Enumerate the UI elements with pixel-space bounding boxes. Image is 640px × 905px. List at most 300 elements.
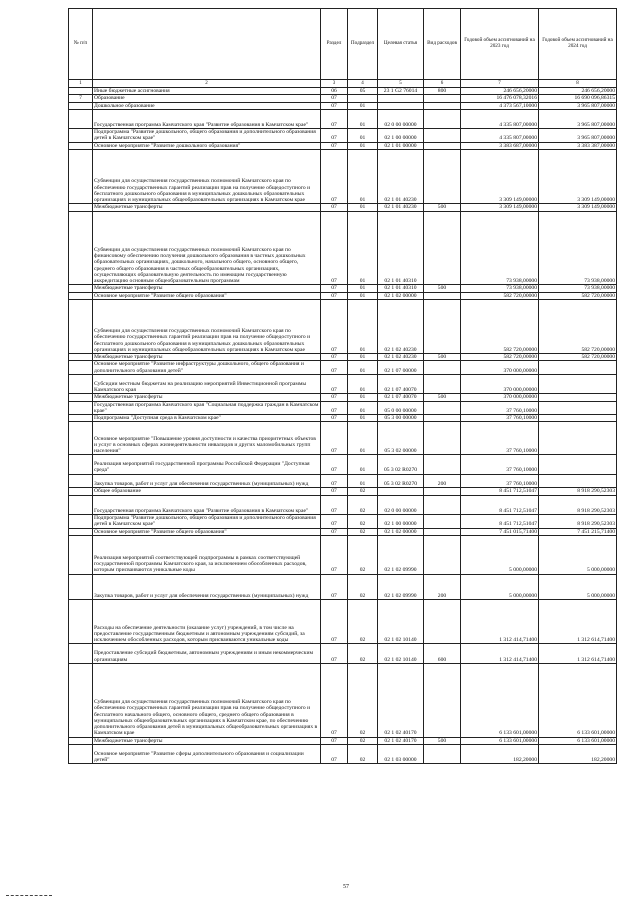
section-code-cell: 07	[321, 204, 348, 211]
row-number-cell	[69, 374, 93, 393]
row-number-cell	[69, 285, 93, 292]
header-target-article: Целевая статья	[378, 9, 424, 80]
expense-type-cell	[424, 514, 461, 528]
row-name-cell: Расходы на обеспечение деятельности (оказание услуг) учреждений, в том числе на предоставление государственным бюджетным и автономным учреждениям субсидий, за исключением обособленных расходов, которым присваиваются уникальные коды	[93, 599, 321, 644]
expense-type-cell	[424, 535, 461, 574]
row-name-cell: Закупка товаров, работ и услуг для обеспечения государственных (муниципальных) нужд	[93, 474, 321, 488]
amount-2023-cell: 4 335 807,00000	[461, 129, 539, 143]
expense-type-cell: 500	[424, 285, 461, 292]
expense-type-cell	[424, 109, 461, 128]
subsection-code-cell: 01	[348, 474, 378, 488]
row-number-cell	[69, 455, 93, 474]
amount-2024-cell	[539, 415, 617, 422]
subsection-code-cell: 01	[348, 401, 378, 415]
amount-2023-cell: 37 760,10000	[461, 422, 539, 455]
amount-2024-cell: 6 133 601,00000	[539, 663, 617, 737]
amount-2023-cell: 370 000,00000	[461, 361, 539, 375]
target-article-cell	[378, 95, 424, 102]
table-row	[69, 574, 617, 599]
column-number: 1	[69, 80, 93, 88]
section-code-cell: 07	[321, 599, 348, 644]
amount-2024-cell: 6 133 601,00000	[539, 737, 617, 744]
subsection-code-cell: 02	[348, 488, 378, 495]
table-row	[69, 514, 617, 528]
row-name-cell: Подпрограмма "Развитие дошкольного, общего образования и дополнительного образования детей в Камчатском крае"	[93, 514, 321, 528]
subsection-code-cell: 02	[348, 744, 378, 763]
row-number-cell	[69, 488, 93, 495]
row-name-cell: Основное мероприятие "Повышение уровня доступности и качества приоритетных объектов и услуг в основных сферах жизнедеятельности инвалидов и других маломобильных групп населения"	[93, 422, 321, 455]
row-name-cell: Субвенции для осуществления государственных полномочий Камчатского края по обеспечению государственных гарантий реализации прав на получение общедоступного и бесплатного дошкольного образования в муниципальных дошкольных образовательных организациях и муниципальных общеобразовательных организациях в Камчатском крае	[93, 299, 321, 353]
row-number-cell	[69, 474, 93, 488]
amount-2023-cell: 73 938,00000	[461, 285, 539, 292]
amount-2024-cell: 73 938,00000	[539, 285, 617, 292]
expense-type-cell	[424, 401, 461, 415]
expense-type-cell	[424, 129, 461, 143]
amount-2024-cell	[539, 474, 617, 488]
table-row	[69, 149, 617, 203]
amount-2024-cell: 5 000,00000	[539, 535, 617, 574]
amount-2023-cell: 8 451 712,51047	[461, 514, 539, 528]
target-article-cell: 02 1 02 40170	[378, 663, 424, 737]
row-number-cell	[69, 574, 93, 599]
row-number-cell	[69, 204, 93, 211]
amount-2023-cell: 8 451 712,51047	[461, 488, 539, 495]
row-number-cell	[69, 415, 93, 422]
expense-type-cell	[424, 149, 461, 203]
section-code-cell: 07	[321, 528, 348, 535]
expense-type-cell	[424, 528, 461, 535]
amount-2023-cell: 370 000,00000	[461, 394, 539, 401]
target-article-cell: 02 1 00 00000	[378, 129, 424, 143]
section-code-cell: 06	[321, 88, 348, 95]
expense-type-cell	[424, 361, 461, 375]
subsection-code-cell: 02	[348, 599, 378, 644]
amount-2024-cell	[539, 374, 617, 393]
subsection-code-cell: 02	[348, 737, 378, 744]
row-name-cell: Образование	[93, 95, 321, 102]
row-name-cell: Основное мероприятие "Развитие сферы дополнительного образования и социализации детей"	[93, 744, 321, 763]
amount-2024-cell: 582 720,00000	[539, 292, 617, 299]
target-article-cell: 02 1 07 40070	[378, 374, 424, 393]
footer-rule	[6, 895, 52, 896]
target-article-cell: 02 1 02 00000	[378, 292, 424, 299]
target-article-cell: 05 3 02 R0270	[378, 474, 424, 488]
row-number-cell	[69, 361, 93, 375]
section-code-cell: 07	[321, 422, 348, 455]
row-number-cell	[69, 737, 93, 744]
column-number: 6	[424, 80, 461, 88]
amount-2023-cell: 73 938,00000	[461, 211, 539, 285]
header-year-2023: Годовой объем ассигнований на 2023 год	[461, 9, 539, 80]
subsection-code-cell: 01	[348, 142, 378, 149]
row-number-cell	[69, 599, 93, 644]
target-article-cell: 02 1 02 10140	[378, 644, 424, 663]
target-article-cell	[378, 102, 424, 109]
table-row	[69, 354, 617, 361]
amount-2024-cell: 5 000,00000	[539, 574, 617, 599]
row-number-cell	[69, 744, 93, 763]
amount-2024-cell: 582 720,00000	[539, 299, 617, 353]
table-row	[69, 737, 617, 744]
amount-2024-cell: 73 938,00000	[539, 211, 617, 285]
subsection-code-cell: 01	[348, 102, 378, 109]
expense-type-cell	[424, 455, 461, 474]
target-article-cell: 02 1 07 00000	[378, 361, 424, 375]
amount-2023-cell: 5 000,00000	[461, 574, 539, 599]
expense-type-cell	[424, 488, 461, 495]
amount-2023-cell: 4 335 807,00000	[461, 109, 539, 128]
row-number-cell	[69, 129, 93, 143]
row-name-cell: Субвенции для осуществления государственных полномочий Камчатского края по обеспечению государственных гарантий реализации прав на получение общедоступного и бесплатного дошкольного образования в муниципальных дошкольных образовательных организациях и муниципальных общеобразовательных организациях в Камчатском крае	[93, 149, 321, 203]
row-number-cell	[69, 149, 93, 203]
subsection-code-cell: 02	[348, 514, 378, 528]
amount-2023-cell: 4 373 567,10000	[461, 102, 539, 109]
target-article-cell: 02 1 02 10140	[378, 599, 424, 644]
section-code-cell: 07	[321, 514, 348, 528]
row-number-cell	[69, 109, 93, 128]
row-number-cell	[69, 528, 93, 535]
table-row	[69, 455, 617, 474]
target-article-cell: 02 1 02 00000	[378, 528, 424, 535]
expense-type-cell	[424, 102, 461, 109]
row-name-cell: Основное мероприятие "Развитие инфраструктуры дошкольного, общего образования и дополнительного образования детей"	[93, 361, 321, 375]
row-name-cell: Государственная программа Камчатского края "Развитие образования в Камчатском крае"	[93, 109, 321, 128]
table-row	[69, 422, 617, 455]
amount-2023-cell: 8 451 712,51047	[461, 495, 539, 514]
expense-type-cell: 500	[424, 394, 461, 401]
column-number: 3	[321, 80, 348, 88]
header-year-2024: Годовой объем ассигнований на 2024 год	[539, 9, 617, 80]
amount-2024-cell: 246 656,20000	[539, 88, 617, 95]
section-code-cell: 07	[321, 149, 348, 203]
document-page	[68, 0, 624, 905]
section-code-cell: 07	[321, 663, 348, 737]
table-row	[69, 95, 617, 102]
expense-type-cell	[424, 299, 461, 353]
section-code-cell: 07	[321, 737, 348, 744]
column-number: 2	[93, 80, 321, 88]
subsection-code-cell: 02	[348, 574, 378, 599]
section-code-cell: 07	[321, 401, 348, 415]
subsection-code-cell: 01	[348, 204, 378, 211]
row-name-cell: Государственная программа Камчатского края "Развитие образования в Камчатском крае"	[93, 495, 321, 514]
table-row	[69, 129, 617, 143]
target-article-cell: 05 0 00 00000	[378, 401, 424, 415]
subsection-code-cell: 02	[348, 644, 378, 663]
amount-2023-cell: 37 760,10000	[461, 415, 539, 422]
subsection-code-cell: 02	[348, 528, 378, 535]
amount-2023-cell: 6 133 601,00000	[461, 663, 539, 737]
amount-2023-cell: 6 133 601,00000	[461, 737, 539, 744]
table-row	[69, 495, 617, 514]
subsection-code-cell: 01	[348, 149, 378, 203]
expense-type-cell	[424, 142, 461, 149]
amount-2023-cell: 3 309 149,00000	[461, 204, 539, 211]
row-name-cell: Межбюджетные трансферты	[93, 285, 321, 292]
row-name-cell: Дошкольное образование	[93, 102, 321, 109]
expense-type-cell	[424, 744, 461, 763]
amount-2024-cell: 16 690 096,86315	[539, 95, 617, 102]
target-article-cell	[378, 488, 424, 495]
amount-2024-cell: 1 312 614,71400	[539, 644, 617, 663]
amount-2024-cell: 8 918 290,52303	[539, 514, 617, 528]
amount-2024-cell: 3 309 149,00000	[539, 149, 617, 203]
section-code-cell: 07	[321, 474, 348, 488]
section-code-cell: 07	[321, 109, 348, 128]
target-article-cell: 02 1 01 00000	[378, 142, 424, 149]
row-number-cell	[69, 514, 93, 528]
expense-type-cell: 600	[424, 644, 461, 663]
target-article-cell: 02 1 02 09990	[378, 574, 424, 599]
amount-2023-cell: 7 451 015,71400	[461, 528, 539, 535]
amount-2024-cell: 3 383 387,00000	[539, 142, 617, 149]
target-article-cell: 02 0 00 00000	[378, 109, 424, 128]
row-number-cell	[69, 354, 93, 361]
amount-2023-cell: 246 656,20000	[461, 88, 539, 95]
row-name-cell: Субсидии местным бюджетам на реализацию мероприятий Инвестиционной программы Камчатского края	[93, 374, 321, 393]
expense-type-cell: 500	[424, 204, 461, 211]
header-name	[93, 9, 321, 80]
column-number: 4	[348, 80, 378, 88]
amount-2023-cell: 37 760,10000	[461, 401, 539, 415]
amount-2024-cell	[539, 394, 617, 401]
section-code-cell: 07	[321, 299, 348, 353]
expense-type-cell: 800	[424, 88, 461, 95]
table-row	[69, 644, 617, 663]
subsection-code-cell: 01	[348, 109, 378, 128]
amount-2024-cell: 582 720,00000	[539, 354, 617, 361]
target-article-cell: 02 1 02 40170	[378, 737, 424, 744]
row-name-cell: Подпрограмма "Доступная среда в Камчатском крае"	[93, 415, 321, 422]
budget-allocation-table	[68, 8, 617, 764]
row-number-cell	[69, 292, 93, 299]
target-article-cell: 02 1 03 00000	[378, 744, 424, 763]
subsection-code-cell: 01	[348, 299, 378, 353]
amount-2023-cell: 582 720,00000	[461, 354, 539, 361]
row-name-cell: Подпрограмма "Развитие дошкольного, общего образования и дополнительного образования детей в Камчатском крае"	[93, 129, 321, 143]
table-row	[69, 211, 617, 285]
row-name-cell: Иные бюджетные ассигнования	[93, 88, 321, 95]
target-article-cell: 05 3 02 00000	[378, 422, 424, 455]
row-name-cell: Основное мероприятие "Развитие общего образования"	[93, 292, 321, 299]
amount-2024-cell: 8 918 290,52303	[539, 488, 617, 495]
target-article-cell: 02 1 01 40230	[378, 149, 424, 203]
section-code-cell: 07	[321, 211, 348, 285]
row-number-cell	[69, 644, 93, 663]
section-code-cell: 07	[321, 361, 348, 375]
header-section: Раздел	[321, 9, 348, 80]
amount-2024-cell	[539, 455, 617, 474]
table-row	[69, 394, 617, 401]
section-code-cell: 07	[321, 374, 348, 393]
amount-2023-cell: 370 000,00000	[461, 374, 539, 393]
section-code-cell: 07	[321, 292, 348, 299]
column-number: 7	[461, 80, 539, 88]
amount-2023-cell: 582 720,00000	[461, 292, 539, 299]
section-code-cell: 07	[321, 142, 348, 149]
row-number-cell: 7	[69, 95, 93, 102]
row-number-cell	[69, 663, 93, 737]
header-expense-type: Вид расходов	[424, 9, 461, 80]
section-code-cell: 07	[321, 102, 348, 109]
amount-2024-cell: 3 965 807,00000	[539, 109, 617, 128]
subsection-code-cell: 01	[348, 422, 378, 455]
row-number-cell	[69, 394, 93, 401]
subsection-code-cell: 01	[348, 361, 378, 375]
column-number: 5	[378, 80, 424, 88]
amount-2023-cell: 3 383 687,00000	[461, 142, 539, 149]
row-number-cell	[69, 401, 93, 415]
amount-2023-cell: 16 476 078,32016	[461, 95, 539, 102]
page-number: 57	[343, 884, 349, 890]
expense-type-cell: 200	[424, 474, 461, 488]
section-code-cell: 07	[321, 415, 348, 422]
row-name-cell: Закупка товаров, работ и услуг для обеспечения государственных (муниципальных) нужд	[93, 574, 321, 599]
section-code-cell: 07	[321, 394, 348, 401]
expense-type-cell	[424, 374, 461, 393]
target-article-cell: 02 1 00 00000	[378, 514, 424, 528]
target-article-cell: 02 1 02 40230	[378, 299, 424, 353]
row-name-cell: Межбюджетные трансферты	[93, 737, 321, 744]
table-row	[69, 102, 617, 109]
amount-2024-cell: 3 309 149,00000	[539, 204, 617, 211]
subsection-code-cell: 01	[348, 285, 378, 292]
table-row	[69, 109, 617, 128]
row-name-cell: Субвенции для осуществления государственных полномочий Камчатского края по финансовому обеспечению получения дошкольного образования в частных дошкольных образовательных организациях, дошкольного, начального общего, основного общего, среднего общего образования в частных общеобразовательных организациях, осуществляющих образовательную деятельность по имеющим государственную аккредитацию основным общеобразовательным программам	[93, 211, 321, 285]
row-name-cell: Межбюджетные трансферты	[93, 204, 321, 211]
table-row	[69, 663, 617, 737]
row-number-cell	[69, 422, 93, 455]
target-article-cell: 02 1 01 40310	[378, 211, 424, 285]
section-code-cell: 07	[321, 744, 348, 763]
table-row	[69, 599, 617, 644]
amount-2024-cell: 3 965 807,00000	[539, 102, 617, 109]
amount-2023-cell: 5 000,00000	[461, 535, 539, 574]
row-number-cell	[69, 88, 93, 95]
table-row	[69, 401, 617, 415]
table-row	[69, 415, 617, 422]
row-name-cell: Реализация мероприятий государственной программы Российской Федерации "Доступная среда"	[93, 455, 321, 474]
row-number-cell	[69, 211, 93, 285]
table-row	[69, 474, 617, 488]
subsection-code-cell	[348, 95, 378, 102]
target-article-cell: 23 1 G2 76014	[378, 88, 424, 95]
section-code-cell: 07	[321, 95, 348, 102]
amount-2023-cell: 37 760,10000	[461, 455, 539, 474]
target-article-cell: 02 1 01 40310	[378, 285, 424, 292]
section-code-cell: 07	[321, 285, 348, 292]
subsection-code-cell: 01	[348, 211, 378, 285]
expense-type-cell: 200	[424, 574, 461, 599]
subsection-code-cell: 01	[348, 415, 378, 422]
section-code-cell: 07	[321, 129, 348, 143]
row-name-cell: Межбюджетные трансферты	[93, 354, 321, 361]
subsection-code-cell: 01	[348, 354, 378, 361]
amount-2024-cell	[539, 361, 617, 375]
row-name-cell: Предоставление субсидий бюджетным, автономным учреждениям и иным некоммерческим организациям	[93, 644, 321, 663]
table-row	[69, 374, 617, 393]
amount-2023-cell: 37 760,10000	[461, 474, 539, 488]
table-row	[69, 285, 617, 292]
target-article-cell: 05 3 02 R0270	[378, 455, 424, 474]
amount-2023-cell: 3 309 149,00000	[461, 149, 539, 203]
table-row	[69, 535, 617, 574]
table-row	[69, 744, 617, 763]
row-name-cell: Субвенции для осуществления государственных полномочий Камчатского края по обеспечению государственных гарантий реализации прав на получение общедоступного и бесплатного начального общего, основного общего, среднего общего образования в муниципальных общеобразовательных организациях в Камчатском крае, по обеспечению дополнительного образования детей в муниципальных общеобразовательных организациях в Камчатском крае	[93, 663, 321, 737]
section-code-cell: 07	[321, 488, 348, 495]
section-code-cell: 07	[321, 574, 348, 599]
target-article-cell: 05 3 00 00000	[378, 415, 424, 422]
header-subsection: Подраздел	[348, 9, 378, 80]
target-article-cell: 02 0 00 00000	[378, 495, 424, 514]
table-row	[69, 528, 617, 535]
expense-type-cell	[424, 599, 461, 644]
table-body	[69, 88, 617, 764]
target-article-cell: 02 1 01 40230	[378, 204, 424, 211]
section-code-cell: 07	[321, 535, 348, 574]
subsection-code-cell: 01	[348, 292, 378, 299]
expense-type-cell	[424, 211, 461, 285]
subsection-code-cell: 02	[348, 495, 378, 514]
amount-2024-cell	[539, 422, 617, 455]
expense-type-cell	[424, 422, 461, 455]
row-number-cell	[69, 102, 93, 109]
table-row	[69, 361, 617, 375]
table-row	[69, 142, 617, 149]
subsection-code-cell: 01	[348, 129, 378, 143]
target-article-cell: 02 1 07 40070	[378, 394, 424, 401]
amount-2024-cell: 8 918 290,52303	[539, 495, 617, 514]
expense-type-cell	[424, 663, 461, 737]
table-header-row	[69, 9, 617, 80]
column-number: 8	[539, 80, 617, 88]
column-number-row	[69, 80, 617, 88]
row-name-cell: Основное мероприятие "Развитие дошкольного образования"	[93, 142, 321, 149]
target-article-cell: 02 1 02 09990	[378, 535, 424, 574]
subsection-code-cell: 02	[348, 663, 378, 737]
expense-type-cell	[424, 292, 461, 299]
row-number-cell	[69, 535, 93, 574]
expense-type-cell	[424, 95, 461, 102]
amount-2024-cell: 182,20000	[539, 744, 617, 763]
amount-2023-cell: 182,20000	[461, 744, 539, 763]
expense-type-cell: 500	[424, 354, 461, 361]
amount-2023-cell: 582 720,00000	[461, 299, 539, 353]
subsection-code-cell: 01	[348, 374, 378, 393]
amount-2024-cell: 3 965 807,00000	[539, 129, 617, 143]
amount-2023-cell: 1 312 414,71400	[461, 599, 539, 644]
subsection-code-cell: 01	[348, 455, 378, 474]
amount-2024-cell: 7 451 215,71400	[539, 528, 617, 535]
section-code-cell: 07	[321, 644, 348, 663]
row-number-cell	[69, 142, 93, 149]
row-name-cell: Государственная программа Камчатского края "Социальная поддержка граждан в Камчатском крае"	[93, 401, 321, 415]
amount-2023-cell: 1 312 414,71400	[461, 644, 539, 663]
section-code-cell: 07	[321, 495, 348, 514]
section-code-cell: 07	[321, 354, 348, 361]
section-code-cell: 07	[321, 455, 348, 474]
subsection-code-cell: 05	[348, 88, 378, 95]
expense-type-cell	[424, 415, 461, 422]
table-row	[69, 299, 617, 353]
row-number-cell	[69, 495, 93, 514]
table-row	[69, 88, 617, 95]
table-row	[69, 292, 617, 299]
target-article-cell: 02 1 02 40230	[378, 354, 424, 361]
subsection-code-cell: 01	[348, 394, 378, 401]
row-name-cell: Общее образование	[93, 488, 321, 495]
amount-2024-cell: 1 312 614,71400	[539, 599, 617, 644]
